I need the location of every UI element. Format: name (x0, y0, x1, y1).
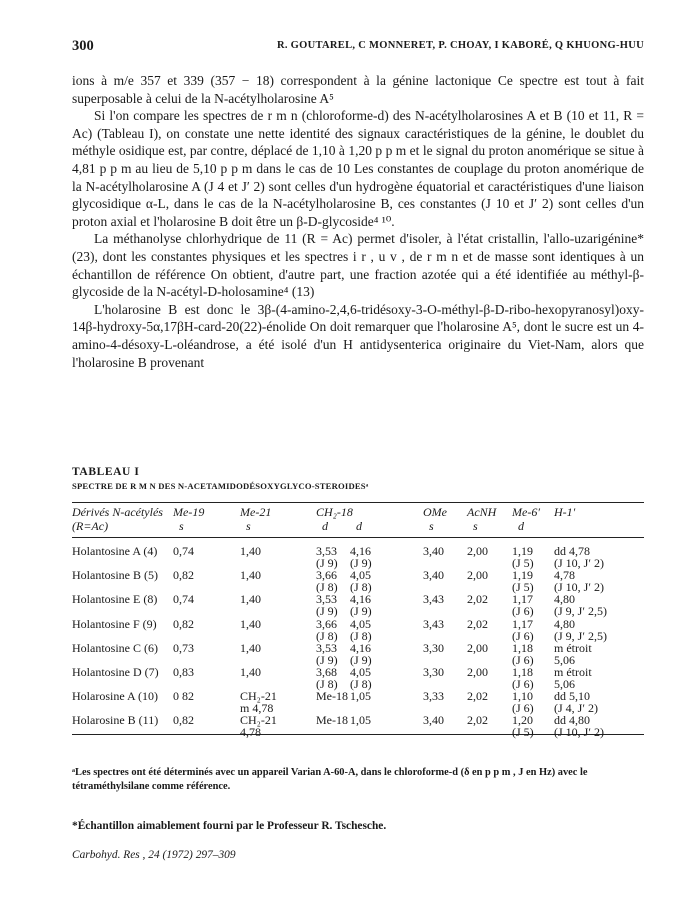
cell-h1-sub: (J 9, J′ 2,5) (554, 604, 607, 619)
cell-me21: 1,40 (240, 568, 261, 583)
cell-me21: CH₂-21 (240, 689, 277, 704)
cell-ch18a: 3,53 (316, 640, 337, 655)
cell-ome: 3,40 (423, 544, 444, 558)
cell-me6: 1,19 (512, 544, 533, 558)
cell-me19: 0,83 (173, 665, 194, 679)
paragraph-3: La méthanolyse chlorhydrique de 11 (R = Ac) permet d'isoler, à l'état cristallin, l'allo-uzarigénine* (23), dont les constantes physiques et les spectres i r , u v , de r m n et de masse sont identiques à un échantillon de référence On obtient, d'autre part, une fraction azotée qui a été identifiée au méthyl-β-glycoside de la N-acétyl-D-holosamine⁴ (13) (72, 231, 644, 300)
cell-acnh: 2,02 (467, 616, 488, 631)
cell-acnh: 2,02 (467, 689, 488, 704)
column-header: AcNH (467, 505, 497, 519)
cell-ch18b: 4,16 (350, 544, 371, 558)
column-header: Me-21 (240, 505, 272, 519)
body-text (72, 72, 644, 371)
column-header: Dérivés N-acétylés (72, 505, 163, 519)
cell-me19: 0,74 (173, 544, 194, 558)
column-header-sub: d (518, 519, 524, 533)
cell-ch18a-sub: (J 9) (316, 556, 338, 570)
cell-me6-sub: (J 5) (512, 580, 534, 595)
cell-h1-sub: (J 10, J′ 2) (554, 580, 604, 595)
cell-ome: 3,40 (423, 713, 444, 728)
cell-me6-sub: (J 6) (512, 701, 534, 716)
cell-ch18b-sub: (J 9) (350, 652, 372, 667)
cell-me6: 1,20 (512, 713, 533, 728)
table-top-rule (72, 502, 644, 503)
cell-me21: CH₂-21 (240, 713, 277, 728)
cell-ch18a: 3,66 (316, 568, 337, 583)
row-label: Holantosine F (9) (72, 616, 157, 631)
column-header: Me-19 (173, 505, 205, 519)
cell-me6: 1,18 (512, 665, 533, 679)
cell-h1-sub: (J 10, J′ 2) (554, 725, 604, 740)
row-label: Holarosine A (10) (72, 689, 158, 704)
cell-ch18b-sub: (J 9) (350, 556, 372, 570)
cell-me6-sub: (J 6) (512, 628, 534, 643)
journal-reference: Carbohyd. Res , 24 (1972) 297–309 (72, 849, 236, 861)
cell-ch18a-sub: (J 8) (316, 628, 338, 643)
cell-h1: m étroit (554, 640, 592, 655)
cell-acnh: 2,00 (467, 640, 488, 655)
cell-me19: 0,73 (173, 640, 194, 655)
cell-ch18a: 3,53 (316, 592, 337, 607)
cell-me19: 0,82 (173, 568, 194, 583)
cell-acnh: 2,00 (467, 665, 488, 679)
cell-me6: 1,17 (512, 592, 533, 607)
cell-h1: dd 5,10 (554, 689, 590, 704)
column-header-sub: s (429, 519, 434, 533)
cell-me6-sub: (J 6) (512, 604, 534, 619)
cell-me6: 1,10 (512, 689, 533, 704)
cell-me21: 1,40 (240, 592, 261, 607)
cell-ome: 3,43 (423, 616, 444, 631)
cell-me19: 0,74 (173, 592, 194, 607)
cell-ch18a: Me-18 (316, 689, 348, 704)
column-header-sub: s (246, 519, 251, 533)
cell-me21-sub: 4,78 (240, 725, 261, 740)
row-label: Holantosine C (6) (72, 640, 158, 655)
cell-h1: dd 4,80 (554, 713, 590, 728)
cell-ch18b: 1,05 (350, 689, 371, 704)
table-footnote: ᵃLes spectres ont été déterminés avec un appareil Varian A-60-A, dans le chloroforme-d (δ en p p m , J en Hz) avec le tétraméthylsilane comme référence. (72, 767, 588, 792)
cell-me21: 1,40 (240, 616, 261, 631)
cell-h1: m étroit (554, 665, 592, 679)
cell-h1: 4,78 (554, 568, 575, 583)
cell-ch18a: 3,53 (316, 544, 337, 558)
page-header (72, 38, 644, 56)
cell-me21: 1,40 (240, 665, 261, 679)
row-label: Holantosine A (4) (72, 544, 158, 558)
cell-ch18a-sub: (J 9) (316, 604, 338, 619)
table-caption (72, 466, 644, 491)
column-header: H-1′ (554, 505, 576, 519)
cell-ch18b-sub: (J 8) (350, 628, 372, 643)
cell-ch18b: 4,05 (350, 616, 371, 631)
cell-h1-sub: (J 9, J′ 2,5) (554, 628, 607, 643)
cell-me6-sub: (J 6) (512, 652, 534, 667)
cell-acnh: 2,00 (467, 568, 488, 583)
cell-me21: 1,40 (240, 544, 261, 558)
page-number: 300 (72, 38, 94, 54)
running-head: R. GOUTAREL, C MONNERET, P. CHOAY, I KABORÉ, Q KHUONG-HUU (276, 40, 644, 51)
cell-acnh: 2,02 (467, 713, 488, 728)
cell-h1-sub: 5,06 (554, 652, 575, 667)
column-header: Me-6′ (512, 505, 540, 519)
cell-acnh: 2,02 (467, 592, 488, 607)
column-header-sub: (R=Ac) (72, 519, 109, 533)
cell-me6: 1,19 (512, 568, 533, 583)
cell-ch18a-sub: (J 8) (316, 677, 338, 691)
cell-ch18b: 4,16 (350, 640, 371, 655)
row-label: Holantosine D (7) (72, 665, 159, 679)
cell-ch18b-sub: (J 8) (350, 580, 372, 595)
column-header-sub: s (179, 519, 184, 533)
cell-ch18a-sub: (J 9) (316, 652, 338, 667)
table-header-rule (72, 537, 644, 538)
cell-me6: 1,17 (512, 616, 533, 631)
cell-acnh: 2,00 (467, 544, 488, 558)
cell-me21: 1,40 (240, 640, 261, 655)
cell-ome: 3,43 (423, 592, 444, 607)
table-subtitle: SPECTRE DE R M N DES N-ACETAMIDODÉSOXYGLYCO-STEROIDESᵃ (72, 481, 369, 491)
cell-me19: 0,82 (173, 616, 194, 631)
cell-me6-sub: (J 6) (512, 677, 534, 691)
cell-ch18b-sub: (J 8) (350, 677, 372, 691)
paragraph-1: ions à m/e 357 et 339 (357 − 18) correspondent à la génine lactonique Ce spectre est tout à fait superposable à celui de la N-acétylholarosine A⁵ (72, 73, 644, 106)
row-label: Holarosine B (11) (72, 713, 159, 728)
cell-ch18b: 4,05 (350, 665, 371, 679)
column-header-sub: d (356, 519, 362, 533)
table-title: TABLEAU I (72, 466, 140, 478)
paragraph-4: L'holarosine B est donc le 3β-(4-amino-2,4,6-tridésoxy-3-O-méthyl-β-D-ribo-hexopyranosyl)oxy-14β-hydroxy-5α,17βH-card-20(22)-énolide On doit remarquer que l'holarosine A⁵, dont le sucre est un 4-amino-4-désoxy-L-oléandrose, a été isolé d'un H antidysenterica originaire du Viet-Nam, alors que l'holarosine B provenant (72, 301, 644, 370)
cell-ch18b: 4,16 (350, 592, 371, 607)
cell-h1: 4,80 (554, 592, 575, 607)
row-label: Holantosine E (8) (72, 592, 158, 607)
column-header-sub: s (473, 519, 478, 533)
column-header: CH₂-18 (316, 505, 353, 519)
row-label: Holantosine B (5) (72, 568, 158, 583)
cell-ch18b: 1,05 (350, 713, 371, 728)
cell-ome: 3,30 (423, 640, 444, 655)
cell-ch18b: 4,05 (350, 568, 371, 583)
cell-me21-sub: m 4,78 (240, 701, 274, 716)
cell-h1-sub: (J 10, J′ 2) (554, 556, 604, 570)
cell-me19: 0,82 (173, 713, 194, 728)
footnote-star: *Échantillon aimablement fourni par le Professeur R. Tschesche. (72, 820, 387, 832)
column-header: OMe (423, 505, 447, 519)
cell-ome: 3,40 (423, 568, 444, 583)
cell-me19: 0 82 (173, 689, 194, 704)
cell-ome: 3,30 (423, 665, 444, 679)
cell-me6-sub: (J 5) (512, 556, 534, 570)
cell-ome: 3,33 (423, 689, 444, 704)
cell-ch18a: 3,68 (316, 665, 337, 679)
cell-ch18a: 3,66 (316, 616, 337, 631)
cell-me6: 1,18 (512, 640, 533, 655)
cell-h1: 4,80 (554, 616, 575, 631)
column-header-sub: d (322, 519, 328, 533)
cell-ch18a-sub: (J 8) (316, 580, 338, 595)
cell-me6-sub: (J 5) (512, 725, 534, 740)
cell-ch18a: Me-18 (316, 713, 348, 728)
cell-h1-sub: 5,06 (554, 677, 575, 691)
cell-ch18b-sub: (J 9) (350, 604, 372, 619)
paragraph-2: Si l'on compare les spectres de r m n (chloroforme-d) des N-acétylholarosines A et B (10 et 11, R = Ac) (Tableau I), on constate une nette identité des signaux caractéristiques de la génine, le doublet du méthyle osidique est, par contre, déplacé de 1,10 à 1,20 p p m et le signal du proton anomérique se situe à 4,81 p p m au lieu de 5,10 p p m dans le cas de 10 Les constantes de couplage du proton anomérique de la N-acétylholarosine A (J 4 et J′ 2) sont celles d'un hydrogène équatorial et caractéristiques d'une liaison glycosidique α-L, dans le cas de la N-acétylholarosine B, ces constantes (J 10 et J′ 2) sont celles d'un proton axial et l'holarosine B doit être un β-D-glycoside⁴ ¹⁰. (72, 108, 644, 229)
cell-h1-sub: (J 4, J′ 2) (554, 701, 598, 716)
cell-h1: dd 4,78 (554, 544, 590, 558)
